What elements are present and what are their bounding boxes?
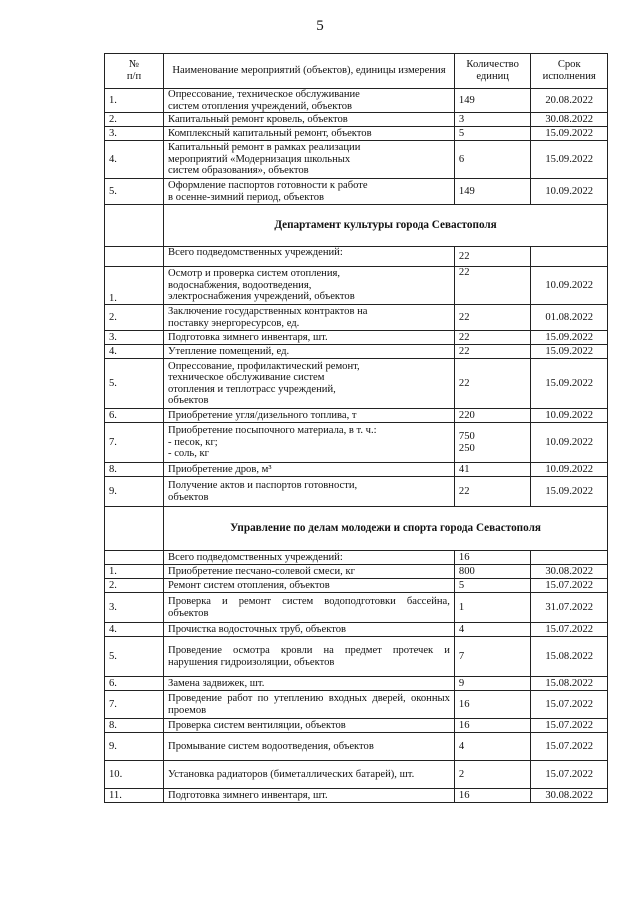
- row-num: 1.: [105, 89, 164, 113]
- row-qty: 149: [454, 89, 531, 113]
- row-name: Заключение государственных контрактов на поставку энергоресурсов, ед.: [164, 305, 455, 331]
- row-num: 7.: [105, 423, 164, 463]
- row-name: Промывание систем водоотведения, объектов: [164, 733, 455, 761]
- table-row: [105, 331, 608, 345]
- row-date: 01.08.2022: [531, 305, 608, 331]
- row-num: 5.: [105, 359, 164, 409]
- section-spacer: [105, 205, 164, 247]
- row-qty: 2: [454, 761, 531, 789]
- table-row: [105, 179, 608, 205]
- table-row: [105, 579, 608, 593]
- section-row: [105, 507, 608, 551]
- table-row: [105, 565, 608, 579]
- row-date: 15.09.2022: [531, 345, 608, 359]
- row-qty: 9: [454, 677, 531, 691]
- row-name: Опрессование, профилактический ремонт, техническое обслуживание систем отопления и теплотрасс учреждений, объектов: [164, 359, 455, 409]
- table-row: [105, 623, 608, 637]
- row-date: 15.07.2022: [531, 761, 608, 789]
- row-qty: 41: [454, 463, 531, 477]
- row-name: Проведение работ по утеплению входных дверей, оконных проемов: [164, 691, 455, 719]
- row-date: 15.08.2022: [531, 677, 608, 691]
- section-title-youth: Управление по делам молодежи и спорта города Севастополя: [164, 507, 608, 551]
- row-qty: 5: [454, 579, 531, 593]
- row-qty: 800: [454, 565, 531, 579]
- row-date: 15.09.2022: [531, 477, 608, 507]
- row-date: 30.08.2022: [531, 565, 608, 579]
- row-num: 6.: [105, 677, 164, 691]
- row-date: 10.09.2022: [531, 463, 608, 477]
- row-name: Капитальный ремонт кровель, объектов: [164, 113, 455, 127]
- section-spacer: [105, 507, 164, 551]
- table-row: [105, 267, 608, 305]
- row-num: 2.: [105, 113, 164, 127]
- total-label: Всего подведомственных учреждений:: [164, 551, 455, 565]
- row-qty: 1: [454, 593, 531, 623]
- total-row: [105, 551, 608, 565]
- row-name: Приобретение дров, м³: [164, 463, 455, 477]
- row-date: 15.07.2022: [531, 579, 608, 593]
- table-row: [105, 305, 608, 331]
- row-qty: 16: [454, 719, 531, 733]
- row-date: [531, 247, 608, 267]
- row-num: 6.: [105, 409, 164, 423]
- section-title-culture: Департамент культуры города Севастополя: [164, 205, 608, 247]
- row-name: Проверка и ремонт систем водоподготовки бассейна, объектов: [164, 593, 455, 623]
- table-row: [105, 141, 608, 179]
- table-row: [105, 691, 608, 719]
- row-date: 15.09.2022: [531, 359, 608, 409]
- row-qty: 4: [454, 733, 531, 761]
- row-name: Ремонт систем отопления, объектов: [164, 579, 455, 593]
- row-num: 9.: [105, 477, 164, 507]
- row-num: 8.: [105, 463, 164, 477]
- row-num: 3.: [105, 593, 164, 623]
- row-date: 15.09.2022: [531, 141, 608, 179]
- row-name: Приобретение угля/дизельного топлива, т: [164, 409, 455, 423]
- row-name: Замена задвижек, шт.: [164, 677, 455, 691]
- row-num: 1.: [105, 565, 164, 579]
- row-num: 1.: [105, 267, 164, 305]
- row-date: 10.09.2022: [531, 267, 608, 305]
- row-num: 3.: [105, 127, 164, 141]
- header-qty: Количество единиц: [454, 54, 531, 89]
- row-num: 11.: [105, 789, 164, 803]
- row-num: [105, 247, 164, 267]
- row-name: Осмотр и проверка систем отопления, водоснабжения, водоотведения, электроснабжения учреждений, объектов: [164, 267, 455, 305]
- row-num: 10.: [105, 761, 164, 789]
- section-row: [105, 205, 608, 247]
- row-qty: 6: [454, 141, 531, 179]
- header-date: Срок исполнения: [531, 54, 608, 89]
- row-num: 4.: [105, 345, 164, 359]
- row-qty: 750 250: [454, 423, 531, 463]
- total-qty: 16: [454, 551, 531, 565]
- row-date: 20.08.2022: [531, 89, 608, 113]
- row-name: Комплексный капитальный ремонт, объектов: [164, 127, 455, 141]
- table-row: [105, 593, 608, 623]
- row-qty: 16: [454, 691, 531, 719]
- table-row: [105, 89, 608, 113]
- row-qty: 22: [454, 477, 531, 507]
- row-name: Капитальный ремонт в рамках реализации мероприятий «Модернизация школьных систем образования», объектов: [164, 141, 455, 179]
- table-row: [105, 719, 608, 733]
- table-row: [105, 677, 608, 691]
- row-name: Подготовка зимнего инвентаря, шт.: [164, 789, 455, 803]
- table-row: [105, 789, 608, 803]
- row-num: 2.: [105, 579, 164, 593]
- row-name: Проведение осмотра кровли на предмет протечек и нарушения гидроизоляции, объектов: [164, 637, 455, 677]
- row-date: 15.09.2022: [531, 331, 608, 345]
- header-name: Наименование мероприятий (объектов), единицы измерения: [164, 54, 455, 89]
- row-num: 3.: [105, 331, 164, 345]
- table-row: [105, 477, 608, 507]
- row-name: Опрессование, техническое обслуживание систем отопления учреждений, объектов: [164, 89, 455, 113]
- row-qty: 4: [454, 623, 531, 637]
- table-row: [105, 409, 608, 423]
- page-number: 5: [316, 18, 324, 34]
- row-name: Утепление помещений, ед.: [164, 345, 455, 359]
- row-qty: 5: [454, 127, 531, 141]
- row-date: 30.08.2022: [531, 113, 608, 127]
- row-num: 5.: [105, 179, 164, 205]
- row-date: 15.07.2022: [531, 691, 608, 719]
- row-qty: 16: [454, 789, 531, 803]
- table-row: [105, 761, 608, 789]
- row-date: 10.09.2022: [531, 423, 608, 463]
- row-num: [105, 551, 164, 565]
- row-date: 15.07.2022: [531, 733, 608, 761]
- row-date: 10.09.2022: [531, 409, 608, 423]
- row-num: 2.: [105, 305, 164, 331]
- row-qty: 220: [454, 409, 531, 423]
- row-qty: 22: [454, 305, 531, 331]
- row-num: 4.: [105, 623, 164, 637]
- row-date: 31.07.2022: [531, 593, 608, 623]
- table-row: [105, 463, 608, 477]
- row-date: [531, 551, 608, 565]
- table-row: [105, 359, 608, 409]
- row-name: Оформление паспортов готовности к работе в осенне-зимний период, объектов: [164, 179, 455, 205]
- row-date: 10.09.2022: [531, 179, 608, 205]
- row-qty: 22: [454, 267, 531, 305]
- table-row: [105, 423, 608, 463]
- row-name: Приобретение песчано-солевой смеси, кг: [164, 565, 455, 579]
- row-date: 15.07.2022: [531, 719, 608, 733]
- row-name: Получение актов и паспортов готовности, объектов: [164, 477, 455, 507]
- row-num: 8.: [105, 719, 164, 733]
- row-date: 30.08.2022: [531, 789, 608, 803]
- table-row: [105, 637, 608, 677]
- row-name: Прочистка водосточных труб, объектов: [164, 623, 455, 637]
- table-header-row: [105, 54, 608, 89]
- row-name: Установка радиаторов (биметаллических батарей), шт.: [164, 761, 455, 789]
- row-num: 4.: [105, 141, 164, 179]
- table-row: [105, 733, 608, 761]
- row-date: 15.07.2022: [531, 623, 608, 637]
- row-qty: 22: [454, 359, 531, 409]
- total-label: Всего подведомственных учреждений:: [164, 247, 455, 267]
- table-row: [105, 113, 608, 127]
- table-row: [105, 127, 608, 141]
- table-row: [105, 345, 608, 359]
- row-date: 15.09.2022: [531, 127, 608, 141]
- total-qty: 22: [454, 247, 531, 267]
- row-date: 15.08.2022: [531, 637, 608, 677]
- row-name: Подготовка зимнего инвентаря, шт.: [164, 331, 455, 345]
- row-qty: 22: [454, 345, 531, 359]
- row-qty: 22: [454, 331, 531, 345]
- row-num: 9.: [105, 733, 164, 761]
- row-qty: 3: [454, 113, 531, 127]
- total-row: [105, 247, 608, 267]
- header-num: № п/п: [105, 54, 164, 89]
- row-name: Приобретение посыпочного материала, в т. ч.: - песок, кг; - соль, кг: [164, 423, 455, 463]
- row-qty: 149: [454, 179, 531, 205]
- row-num: 7.: [105, 691, 164, 719]
- row-name: Проверка систем вентиляции, объектов: [164, 719, 455, 733]
- row-num: 5.: [105, 637, 164, 677]
- events-table: [104, 53, 608, 803]
- row-qty: 7: [454, 637, 531, 677]
